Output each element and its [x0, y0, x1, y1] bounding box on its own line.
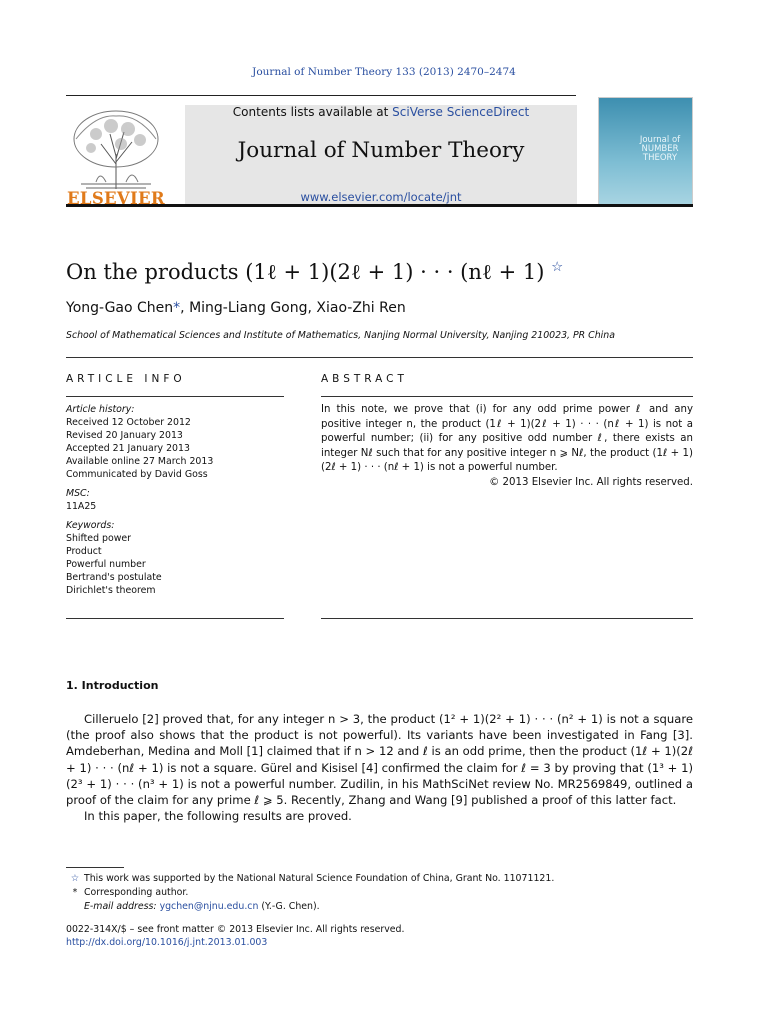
abstract-heading: ABSTRACT [321, 373, 408, 385]
msc-label: MSC: [66, 488, 90, 499]
history-item: Available online 27 March 2013 [66, 456, 214, 467]
history-item: Communicated by David Goss [66, 469, 208, 480]
abstract-text: In this note, we prove that (i) for any odd prime power ℓ and any positive integer n, the product (1ℓ + 1)(2ℓ + 1) · · · (nℓ + 1) is not a powerful number; (ii) for any positive odd number ℓ, there exists an integer Nℓ such that for any positive integer n ⩾ Nℓ, the product (1ℓ + 1)(2ℓ + 1) · · · (nℓ + 1) is not a powerful number. [321, 404, 693, 473]
corresponding-author-mark[interactable]: * [173, 300, 181, 316]
title-footnote-mark[interactable]: ☆ [551, 259, 564, 275]
email-label: E-mail address: [84, 901, 160, 912]
abstract-copyright: © 2013 Elsevier Inc. All rights reserved. [489, 476, 693, 488]
email-owner: (Y.-G. Chen). [258, 901, 320, 912]
abstract-body [321, 403, 693, 490]
issn-line: 0022-314X/$ – see front matter © 2013 Elsevier Inc. All rights reserved. [66, 924, 405, 935]
footnote-text: Corresponding author. [84, 887, 189, 898]
email-link[interactable]: ygchen@njnu.edu.cn [159, 901, 259, 912]
article-info-heading: ARTICLE INFO [66, 373, 186, 385]
journal-url-link[interactable]: www.elsevier.com/locate/jnt [300, 190, 462, 204]
journal-cover-image [598, 97, 693, 205]
article-title-text: On the products (1ℓ + 1)(2ℓ + 1) · · · (nℓ + 1) [66, 260, 545, 284]
article-info-bottom-divider [66, 618, 284, 619]
keyword: Product [66, 546, 102, 557]
header-thick-rule [66, 204, 693, 207]
paragraph: Cilleruelo [2] proved that, for any integer n > 3, the product (1² + 1)(2² + 1) · · · (n² + 1) is not a square (the proof also shows that the product is not powerful). Its variants have been investigated in Fang [3]. Amdeberhan, Medina and Moll [1] claimed that if n > 12 and ℓ is an odd prime, then the product (1ℓ + 1)(2ℓ + 1) · · · (nℓ + 1) is not a square. Gürel and Kisisel [4] confirmed the claim for ℓ = 3 by proving that (1³ + 1)(2³ + 1) · · · (n³ + 1) is not a powerful number. Zudilin, in his MathSciNet review No. MR2569849, outlined a proof of the claim for any prime ℓ ⩾ 5. Recently, Zhang and Wang [9] published a proof of this latter fact. [66, 712, 693, 808]
abstract-divider [321, 396, 693, 397]
footnote-divider [66, 867, 124, 868]
footnote-email [66, 900, 693, 914]
history-item: Revised 20 January 2013 [66, 430, 183, 441]
history-item: Received 12 October 2012 [66, 417, 191, 428]
author-chen[interactable]: Yong-Gao Chen [66, 300, 174, 316]
footnote-corresponding [66, 886, 693, 900]
section-heading-introduction: 1. Introduction [66, 679, 159, 692]
doi-link[interactable]: http://dx.doi.org/10.1016/j.jnt.2013.01.003 [66, 937, 268, 948]
sciencedirect-link[interactable]: SciVerse ScienceDirect [392, 105, 530, 119]
article-info-divider [66, 396, 284, 397]
authors [66, 300, 406, 316]
article-info [66, 403, 284, 603]
footnote-text: This work was supported by the National Natural Science Foundation of China, Grant No. 11071121. [84, 873, 555, 884]
keyword: Dirichlet's theorem [66, 585, 156, 596]
history-item: Accepted 21 January 2013 [66, 443, 190, 454]
affiliation: School of Mathematical Sciences and Institute of Mathematics, Nanjing Normal University, Nanjing 210023, PR China [66, 330, 615, 341]
keyword: Bertrand's postulate [66, 572, 162, 583]
footnote-mark: * [72, 887, 78, 898]
header-divider [66, 95, 576, 96]
divider [66, 357, 693, 358]
journal-reference[interactable]: Journal of Number Theory 133 (2013) 2470–2474 [252, 66, 516, 78]
abstract-bottom-divider [321, 618, 693, 619]
paragraph: In this paper, the following results are proved. [84, 809, 352, 824]
keyword: Shifted power [66, 533, 131, 544]
cover-title: Journal of NUMBER THEORY [639, 135, 681, 163]
page-footer [66, 923, 404, 949]
contents-line [185, 105, 577, 119]
msc-code: 11A25 [66, 501, 97, 512]
footnotes [66, 872, 693, 914]
keywords-label: Keywords: [66, 520, 115, 531]
history-label: Article history: [66, 404, 135, 415]
journal-title: Journal of Number Theory [237, 138, 525, 163]
authors-rest: , Ming-Liang Gong, Xiao-Zhi Ren [180, 300, 406, 316]
keyword: Powerful number [66, 559, 146, 570]
footnote-mark: ☆ [70, 873, 80, 884]
article-title [66, 259, 563, 285]
contents-prefix: Contents lists available at [232, 105, 393, 119]
elsevier-wordmark: ELSEVIER [67, 189, 165, 208]
footnote-funding [66, 872, 693, 886]
introduction-body [66, 711, 693, 824]
